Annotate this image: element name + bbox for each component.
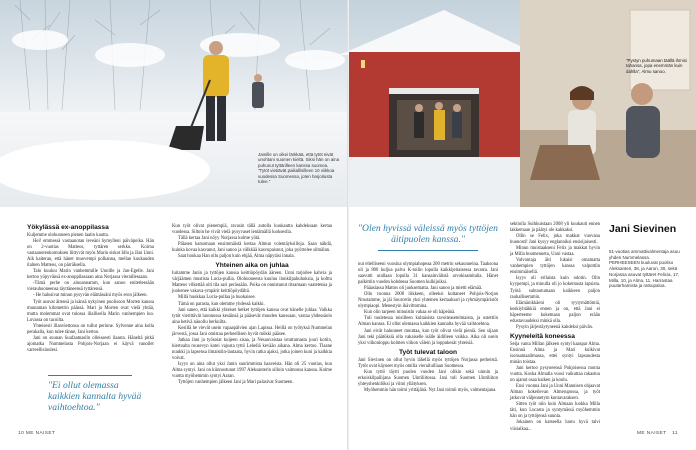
- photo-caption-left: Jamille on oikei lärkkää, että tytöt eivät unohtani suomen kieltä. Siksi hän on aina puhunut tyttärilleen kanssa suomea. "Tytöt vietiävät paikallisilleen 10 viikkoa vuodessa Suomessa, joten harjoitusta tulee.": [258, 152, 340, 185]
- pull-quote-right: "Olen hyvissä väleissä myös tyttöjen äitipuolen kanssa.": [358, 223, 498, 245]
- paragraph: Pälasen katsomaan ensimmäistä kertaa Almun volentäyksilloja. Saan nähdä, kuinka kovaa kasvanut, Jani sanoo ja välkkää kasvupaisnut, joka pyörtelee silmälan.: [172, 242, 332, 254]
- paragraph: Jani eivät halunneet muuttaa, kun työt olivat vielä pieniä. Sen sijaan Jani teki päätöksiä olla vakaiselle isälle äidilleen vaikka. Aika oli usein yksi viikonloppu kolmen viikon välein ja loppukesät yhteisiä.: [358, 328, 498, 346]
- paragraph: Kun tyttö täytti puolen vuoden Jani olikin sekä uinnin ja erkoiskilpailijana Suomen Uintiliitossa. Jani tuli Suomen Uintiliiton yhteyshenkilöksi ja viitoi yllätyksen.: [358, 369, 498, 387]
- paragraph: Iuitamme Janin ja tyttöjen kanssa keittiöpöydän ääreen. Unni tarjoilee kahvia ja värjäämen mustista Lucia-pullia. Olohuoneesta kuuluu ilonkilpahuhoksia, ja kolttu Matteos vilkettää oiti tila sari perässään. Poika on onnistunut ritsamaan vaatetensa ja juokenee vakava-ympärit keittiöpöydältä.: [172, 271, 332, 295]
- paragraph: Kun olin tarpeen minuistin vakaa se oli häpeänä.: [364, 310, 456, 316]
- paragraph: Ollin se Felix, joka makkat vuovana huonosti! Jani kysyy englanniksi ensisijaisesti.: [510, 234, 600, 246]
- paragraph: -Tämä perhe on ainoannamm, kun sanoo enitetleesään vierauhuoneensa täyttäneensä tyttärensä.: [27, 281, 154, 293]
- folio-page-number: 11: [672, 431, 678, 436]
- family-indoor-graphic: [520, 0, 696, 207]
- paragraph: Seija vanta Millan jälkeen syntyi kaaspar Alma. Ensinnä Alma ja Mari kulkivat isonsamaailmassa, ettei syntyi lapsuudesta minän toistaa.: [510, 341, 600, 365]
- pull-quote-left: "Ei ollut olemassa kaikkien kannalta hyvää vaihtoehtoa.": [48, 380, 142, 413]
- paragraph: Jani Sievinen on ollut hyvin lähellä myös tyttöjen Norjassa perheistä. Tytöt ovat käyneet myös omilla vierailuillaan Suomessa.: [358, 357, 498, 369]
- paragraph: Isyys oli erilaista kuin odotin. Olin kyypempi, ja minulla oli jo kokemusta lapsista. Työtä suhtautumaan kaikkeen paljon rauhallisemmin.: [510, 276, 600, 300]
- paragraph: Kun työt olivat pienempiä, ravasin tällä autolla kuukautta kahdeksaan kertaa vuodessa. Siltoin he vivät vielä pysyvaset lentämällä luokseslla.: [172, 224, 332, 236]
- paragraph: Isyys on aina ollut yksi Janin suurimmista haaveista. Hän oli 25 vuotias, kun Alma syntyi. Jani on kiinnostunut 1997 Aleksanterin silloin vaimonsa kanssa. Kolme vuotta myöhemmin syntyi Aaran.: [172, 361, 332, 380]
- article-column-2: [172, 224, 332, 424]
- quote-rule-right: [378, 250, 478, 251]
- paragraph: Jokainen on katseella luotu hyvä talvi viisiaikaa...: [510, 420, 600, 432]
- quote-rule-left: [48, 375, 132, 376]
- garage-photo: [349, 0, 520, 207]
- subheading-kyyneleita: Kyyneleitä koneessa: [510, 332, 575, 340]
- subheading-tyot-tulevat: Työt tulevat taloon: [398, 348, 458, 356]
- paragraph: Minun muistaakseni Felix ja makkat hyvin ja Milla huomenneta, Unni vastaa.: [510, 246, 600, 258]
- paragraph: Millä huokkaa Lucia-pullaa ja huokaisee.: [178, 295, 256, 301]
- paragraph: Olin vuonna 2008 liikkeen, olleeksi kultaneet Pohjois-Norjan Nrustamme, ja jäi Sourcetin yksi yhteinen kertaaluuri ja ryhmäympäristöt olympiaopi. Menestyin ikävittomina.: [358, 292, 498, 310]
- folio-left: 10 ME NAISET: [18, 431, 56, 436]
- paragraph: Jani saneo, että kaikki yhteiset hetket tyttöjen kanssa ovat hänelle juhlaa. Valkka tytöt vierittävät luonnossa kesäinsä ja pääsevät muuden kanssaan, vastaa yhdessäolo aina hetivä näuollu herkuilta.: [172, 307, 332, 325]
- paragraph: Elämänikkäeni oli tyytymättömiä, keskiyhtäkkiä ennen ja on, että Jani ei häperteeme kokemaan paljon erään edustavuudeksi minkä olla.: [510, 300, 600, 324]
- profile-name: Jani Sievinen: [609, 223, 677, 235]
- paragraph: Jatkaa Jani ja työsoiat kuijeen sisaa, ja Nesauvaistaa istuttumasta juuri kotiin, kiertoalta ruusevyn kotei vajusta tyttö Lehellä kevään aikana. Alma kertoo. Tlaane nuukki ja lapsensa ilmaistiin-lautaata, hyvin ratka ajaksi, jotka joinen kuni ja kaikkia voivat.: [172, 337, 332, 361]
- paragraph: Myöhemmin hän toimi yrittäjänä. Nyt Jani toimii myös, valmentajana.: [364, 387, 497, 393]
- garage-graphic: [349, 0, 520, 207]
- indoor-photo: [520, 0, 696, 207]
- paragraph: Ensi vuonna Jani ja Unni Mannisen ohjaavat Alman kokeilevan Almerupossa, ja työt jatkuvat väljennetyin kuntavaraksen.: [510, 384, 600, 402]
- article-column-1: [27, 222, 154, 354]
- folio-magazine-name: ME NAISET: [637, 431, 667, 436]
- snow-shoveling-photo: [0, 0, 347, 207]
- article-column-3: [358, 262, 498, 424]
- paragraph: Tällä kertaa Jani nöyy Norjassa kolme yötä.: [178, 236, 261, 242]
- paragraph: Kuljemme olohuoneen pienen laatin kautta.: [27, 233, 109, 238]
- paragraph: Jani on suunan Suufaatnaslin olleissesti ilaasta. Häneltä pitkä ajomatka Nummelasta Pohjois-Norjaan ei käyvä vanoiler varreellisinulesi.: [27, 335, 154, 353]
- paragraph: Pysyin järjestäytyneenä kahdeksi päivän.: [516, 324, 594, 330]
- subheading-yokylassa: Yökylässä ex-anoppilassa: [27, 224, 109, 231]
- folio-right: [637, 431, 678, 436]
- paragraph: Saat houkaa Han ollu paljon kuin ehjää, Alma näpytäsi innala.: [178, 254, 295, 260]
- paragraph: nut elielliseeni vuosina olympiahopeaa 200 metrin sekaunneina. Taaksona oli ja 800 kuljua palva K-toilin lopulla kaikkijeitaisessa tavasta. Jani saavutti urallaan lopulla 31 kansainvälistä arvokisamitalia. Hänet palkittiin vuoden kohdessa Suomen kulkijoiksi.: [358, 262, 498, 286]
- paragraph: Työt asuvat äitensä ja isänsä nykyinen puolisoon Morten kanssa muutaman kilometrin päässä. Mari ja Morten ovat vielä yhtää, mutta molemmat ovat tulossa illallisella Marin vanhempien luo. Luvassa on tacoilta.: [27, 299, 154, 323]
- paragraph: Jani kertoo pysyneensä Pohjoisessa monta vuotta. Koska Almalla vuosi vaikuttaa rakastuu on ajanut osaa kaiken ja koulu.: [510, 366, 600, 384]
- paragraph: Tämä on parasta, kun olemme yhdessä kaikki.: [178, 301, 265, 307]
- paragraph: Talo kuuluu Marin vanhemmille Unnille ja Jan-Egelle. Jani kertoo yöpyvänsä ex-anoppilassaan aina Norjassa vieraillessaan.: [27, 269, 154, 281]
- paragraph: Tyttöjen vanhempien jälkeen Jani ja Mari palasivat Suomeen.: [178, 380, 294, 386]
- paragraph: sektiolla Suihkuistaan 2008 yli kuukauti ennen lakkemaan ja päätyi ole kakkaksi.: [510, 222, 600, 234]
- paragraph: Yhteisesti illanviettonsa on tullut perinne. Sylvenne aina kolla perakalla, kun tulee tänne, Jani kertoo.: [27, 323, 154, 335]
- profile-description: 51-vuotias ammattivalmentaja asuu yhden Nummelassa. PERHEESEEN kuuluvat puoliso Aleksanteri, 38, ja Aaron, 30, sekä Norjassa asuvat tyttäret Felicia, 17, Milla, 10, ja Alma, 11. Harrastaa puutarhamista ja ratsupaloa.: [609, 249, 680, 289]
- article-column-4: [510, 222, 600, 432]
- paragraph: Sitten työt niin kuin Almaan luokka Milla täti, kun Lucasta ja syntymässä myöhemmin hän on ja tyttöjensä suunta.: [510, 402, 600, 420]
- paragraph: Valvontaja äiti lukaisi omamatta vanhempien tyttöjen kanssa valpottiin ensimmäisellä.: [510, 258, 600, 276]
- paragraph: Kesillä he vievät usein vapaapäivien ajan Lapissa. Heillä on työtyksä Nummelan järvestä, jossa Jani omistaa perheellisen hyvät mökki pääsee.: [172, 325, 332, 337]
- paragraph: - He halusivat minun pysyvän elämässäni myös eron jälkeen.: [33, 293, 148, 299]
- paragraph: Pääasiassa Mattos oli juoksematta. Jani sanoo ja mietti elämää.: [364, 286, 483, 292]
- paragraph: Hei! emmessä vastaanotan leveäni hymylleni päiväpoika. Hän on 2-vuotias Matteos, tyttären serkku. Koirna vastaanoteokomuksen liittyvät myös Marin siskot Idlu ja Jäni Unni. Aik kaiteran, että hänet muovempi polkanna, mellan kuukauden ilalnen Matteos, on pärräksella.: [27, 239, 154, 269]
- subheading-yhteinen-aika: Yhteinen aika on juhlaa: [215, 262, 289, 270]
- photo-caption-mid: "Pystyn puhumaan täällä ihmisi tahansa, jopa enemmän kuin dahlla", Almu sanoo.: [626, 58, 687, 74]
- paragraph: Tuli tuuletessa toisilleen kultaisista tavoiteasetelmaista, ja ostettiin Alman kanssa. Ei ollut olemassa kaikkien kannalta hyvää vaihtoehtoa.: [358, 316, 498, 328]
